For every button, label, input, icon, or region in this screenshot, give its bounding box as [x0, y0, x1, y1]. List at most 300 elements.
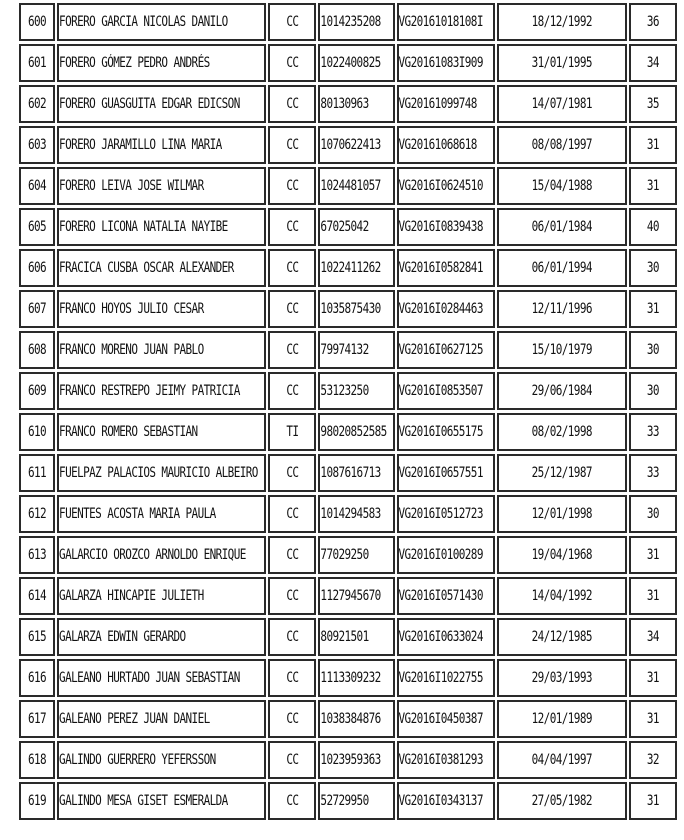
- birth-date-text: 12/01/1998: [531, 505, 592, 522]
- registration-code-text: VG2016I0381293: [398, 751, 483, 768]
- age-text: 30: [646, 259, 659, 276]
- table-row: [19, 85, 677, 123]
- registration-code-cell: [397, 167, 495, 205]
- full-name-cell: [57, 536, 266, 574]
- birth-date-cell: [497, 290, 627, 328]
- full-name-text: FRANCO RESTREPO JEIMY PATRICIA: [59, 382, 240, 399]
- age-cell: [629, 700, 677, 738]
- full-name-text: FORERO LEIVA JOSE WILMAR: [59, 177, 204, 194]
- age-text: 40: [646, 218, 659, 235]
- full-name-cell: [57, 331, 266, 369]
- row-number-cell: [19, 700, 55, 738]
- age-cell: [629, 577, 677, 615]
- birth-date-text: 12/01/1989: [531, 710, 592, 727]
- document-type-text: CC: [286, 300, 299, 317]
- registration-code-cell: [397, 536, 495, 574]
- age-cell: [629, 413, 677, 451]
- age-text: 31: [646, 177, 659, 194]
- document-number-text: 1024481057: [320, 177, 381, 194]
- age-text: 32: [646, 751, 659, 768]
- birth-date-cell: [497, 208, 627, 246]
- document-type-text: TI: [286, 423, 299, 440]
- full-name-cell: [57, 290, 266, 328]
- document-number-text: 52729950: [320, 792, 369, 809]
- age-cell: [629, 3, 677, 41]
- full-name-cell: [57, 618, 266, 656]
- document-number-cell: [318, 126, 394, 164]
- row-number-cell: [19, 659, 55, 697]
- registration-code-cell: [397, 659, 495, 697]
- registration-code-text: VG2016I0100289: [398, 546, 483, 563]
- registration-code-cell: [397, 782, 495, 820]
- table-row: [19, 741, 677, 779]
- document-type-text: CC: [286, 341, 299, 358]
- document-type-cell: [268, 495, 316, 533]
- document-type-text: CC: [286, 751, 299, 768]
- full-name-text: GALARZA HINCAPIE JULIETH: [59, 587, 204, 604]
- full-name-cell: [57, 372, 266, 410]
- age-cell: [629, 495, 677, 533]
- full-name-cell: [57, 44, 266, 82]
- full-name-text: GALARZA EDWIN GERARDO: [59, 628, 186, 645]
- full-name-cell: [57, 782, 266, 820]
- document-type-cell: [268, 167, 316, 205]
- registration-code-text: VG2016I0582841: [398, 259, 483, 276]
- table-row: [19, 331, 677, 369]
- table-row: [19, 126, 677, 164]
- document-number-text: 1127945670: [320, 587, 381, 604]
- row-number-cell: [19, 782, 55, 820]
- row-number-cell: [19, 741, 55, 779]
- birth-date-cell: [497, 618, 627, 656]
- age-cell: [629, 167, 677, 205]
- age-cell: [629, 85, 677, 123]
- full-name-text: FRANCO MORENO JUAN PABLO: [59, 341, 204, 358]
- roster-sheet: [17, 0, 679, 823]
- age-text: 33: [646, 464, 659, 481]
- document-number-text: 80921501: [320, 628, 369, 645]
- document-number-cell: [318, 577, 394, 615]
- registration-code-cell: [397, 290, 495, 328]
- full-name-cell: [57, 741, 266, 779]
- birth-date-text: 19/04/1968: [531, 546, 592, 563]
- birth-date-cell: [497, 413, 627, 451]
- age-text: 31: [646, 587, 659, 604]
- registration-code-cell: [397, 577, 495, 615]
- document-number-cell: [318, 700, 394, 738]
- birth-date-text: 15/10/1979: [531, 341, 592, 358]
- document-number-text: 98020852585: [320, 423, 387, 440]
- full-name-text: FRACICA CUSBA OSCAR ALEXANDER: [59, 259, 234, 276]
- birth-date-cell: [497, 741, 627, 779]
- registration-code-text: VG2016I0343137: [398, 792, 483, 809]
- document-type-cell: [268, 208, 316, 246]
- document-type-text: CC: [286, 464, 299, 481]
- table-row: [19, 782, 677, 820]
- full-name-cell: [57, 413, 266, 451]
- registration-code-text: VG2016I0839438: [398, 218, 483, 235]
- age-cell: [629, 249, 677, 287]
- document-number-cell: [318, 372, 394, 410]
- registration-code-cell: [397, 85, 495, 123]
- age-text: 34: [646, 628, 659, 645]
- document-type-cell: [268, 85, 316, 123]
- registration-code-text: VG2016I0655175: [398, 423, 483, 440]
- full-name-text: FORERO LICONA NATALIA NAYIBE: [59, 218, 228, 235]
- registration-code-cell: [397, 372, 495, 410]
- document-type-text: CC: [286, 259, 299, 276]
- table-row: [19, 372, 677, 410]
- row-number-cell: [19, 126, 55, 164]
- document-type-cell: [268, 659, 316, 697]
- table-row: [19, 413, 677, 451]
- birth-date-cell: [497, 85, 627, 123]
- row-number-text: 612: [27, 505, 47, 522]
- table-row: [19, 3, 677, 41]
- registration-code-cell: [397, 741, 495, 779]
- full-name-text: FORERO GARCIA NICOLAS DANILO: [59, 13, 228, 30]
- document-type-cell: [268, 249, 316, 287]
- age-cell: [629, 44, 677, 82]
- registration-code-cell: [397, 618, 495, 656]
- document-number-text: 53123250: [320, 382, 369, 399]
- document-number-text: 1087616713: [320, 464, 381, 481]
- full-name-text: FORERO JARAMILLO LINA MARIA: [59, 136, 222, 153]
- row-number-cell: [19, 536, 55, 574]
- registration-code-text: VG20161018108I: [398, 13, 483, 30]
- birth-date-text: 29/03/1993: [531, 669, 592, 686]
- table-row: [19, 167, 677, 205]
- row-number-text: 602: [27, 95, 47, 112]
- registration-code-text: VG20161099748: [398, 95, 477, 112]
- document-number-cell: [318, 659, 394, 697]
- registration-code-cell: [397, 454, 495, 492]
- document-type-cell: [268, 126, 316, 164]
- full-name-text: FRANCO HOYOS JULIO CESAR: [59, 300, 204, 317]
- document-type-text: CC: [286, 792, 299, 809]
- registration-code-text: VG2016I0627125: [398, 341, 483, 358]
- registration-code-cell: [397, 44, 495, 82]
- birth-date-cell: [497, 454, 627, 492]
- row-number-cell: [19, 372, 55, 410]
- age-text: 30: [646, 341, 659, 358]
- row-number-cell: [19, 85, 55, 123]
- document-type-cell: [268, 331, 316, 369]
- full-name-cell: [57, 85, 266, 123]
- age-cell: [629, 536, 677, 574]
- document-type-cell: [268, 372, 316, 410]
- age-text: 31: [646, 710, 659, 727]
- document-number-cell: [318, 331, 394, 369]
- row-number-text: 610: [27, 423, 47, 440]
- roster-table-body: [19, 3, 677, 820]
- registration-code-text: VG2016I0633024: [398, 628, 483, 645]
- row-number-text: 606: [27, 259, 47, 276]
- registration-code-cell: [397, 700, 495, 738]
- document-number-text: 1023959363: [320, 751, 381, 768]
- document-type-cell: [268, 700, 316, 738]
- full-name-text: FORERO GÓMEZ PEDRO ANDRÉS: [59, 54, 210, 71]
- row-number-cell: [19, 618, 55, 656]
- document-number-text: 1014235208: [320, 13, 381, 30]
- registration-code-cell: [397, 126, 495, 164]
- document-number-text: 1113309232: [320, 669, 381, 686]
- full-name-text: FRANCO ROMERO SEBASTIAN: [59, 423, 198, 440]
- document-number-cell: [318, 3, 394, 41]
- document-type-cell: [268, 618, 316, 656]
- age-text: 31: [646, 546, 659, 563]
- birth-date-cell: [497, 44, 627, 82]
- birth-date-cell: [497, 495, 627, 533]
- full-name-text: FUELPAZ PALACIOS MAURICIO ALBEIRO: [59, 464, 258, 481]
- row-number-text: 614: [27, 587, 47, 604]
- birth-date-cell: [497, 372, 627, 410]
- row-number-cell: [19, 495, 55, 533]
- birth-date-text: 31/01/1995: [531, 54, 592, 71]
- row-number-cell: [19, 249, 55, 287]
- document-number-text: 1038384876: [320, 710, 381, 727]
- document-type-cell: [268, 44, 316, 82]
- document-type-text: CC: [286, 546, 299, 563]
- registration-code-text: VG2016I0657551: [398, 464, 483, 481]
- table-row: [19, 577, 677, 615]
- registration-code-text: VG2016I0571430: [398, 587, 483, 604]
- registration-code-text: VG2016I0853507: [398, 382, 483, 399]
- registration-code-text: VG2016I0512723: [398, 505, 483, 522]
- full-name-cell: [57, 577, 266, 615]
- age-text: 31: [646, 300, 659, 317]
- registration-code-cell: [397, 249, 495, 287]
- row-number-text: 607: [27, 300, 47, 317]
- birth-date-cell: [497, 167, 627, 205]
- row-number-cell: [19, 167, 55, 205]
- registration-code-text: VG2016I1022755: [398, 669, 483, 686]
- age-cell: [629, 454, 677, 492]
- row-number-text: 605: [27, 218, 47, 235]
- row-number-cell: [19, 208, 55, 246]
- row-number-cell: [19, 413, 55, 451]
- age-text: 35: [646, 95, 659, 112]
- full-name-cell: [57, 659, 266, 697]
- full-name-text: GALARCIO OROZCO ARNOLDO ENRIQUE: [59, 546, 246, 563]
- full-name-cell: [57, 495, 266, 533]
- full-name-text: GALINDO GUERRERO YEFERSSON: [59, 751, 216, 768]
- document-number-text: 1014294583: [320, 505, 381, 522]
- registration-code-cell: [397, 495, 495, 533]
- row-number-text: 619: [27, 792, 47, 809]
- table-row: [19, 659, 677, 697]
- table-row: [19, 700, 677, 738]
- registration-code-text: VG2016I0624510: [398, 177, 483, 194]
- row-number-text: 600: [27, 13, 47, 30]
- document-type-cell: [268, 454, 316, 492]
- age-cell: [629, 618, 677, 656]
- document-number-cell: [318, 167, 394, 205]
- row-number-cell: [19, 3, 55, 41]
- birth-date-text: 14/07/1981: [531, 95, 592, 112]
- birth-date-cell: [497, 331, 627, 369]
- full-name-text: GALEANO PEREZ JUAN DANIEL: [59, 710, 210, 727]
- document-type-text: CC: [286, 382, 299, 399]
- birth-date-cell: [497, 249, 627, 287]
- age-text: 33: [646, 423, 659, 440]
- full-name-text: FUENTES ACOSTA MARIA PAULA: [59, 505, 216, 522]
- document-type-cell: [268, 536, 316, 574]
- document-type-text: CC: [286, 136, 299, 153]
- row-number-cell: [19, 44, 55, 82]
- birth-date-text: 18/12/1992: [531, 13, 592, 30]
- row-number-text: 601: [27, 54, 47, 71]
- table-row: [19, 44, 677, 82]
- document-number-text: 80130963: [320, 95, 369, 112]
- full-name-text: GALEANO HURTADO JUAN SEBASTIAN: [59, 669, 240, 686]
- age-text: 31: [646, 792, 659, 809]
- registration-code-text: VG2016I0284463: [398, 300, 483, 317]
- document-type-cell: [268, 3, 316, 41]
- age-cell: [629, 208, 677, 246]
- full-name-cell: [57, 700, 266, 738]
- full-name-cell: [57, 167, 266, 205]
- document-type-text: CC: [286, 13, 299, 30]
- document-number-text: 77029250: [320, 546, 369, 563]
- document-number-text: 1022400825: [320, 54, 381, 71]
- full-name-text: GALINDO MESA GISET ESMERALDA: [59, 792, 228, 809]
- birth-date-cell: [497, 536, 627, 574]
- document-number-cell: [318, 782, 394, 820]
- birth-date-cell: [497, 700, 627, 738]
- registration-code-text: VG2016I0450387: [398, 710, 483, 727]
- age-cell: [629, 126, 677, 164]
- full-name-cell: [57, 454, 266, 492]
- row-number-text: 615: [27, 628, 47, 645]
- document-type-text: CC: [286, 628, 299, 645]
- document-number-text: 1022411262: [320, 259, 381, 276]
- document-number-text: 79974132: [320, 341, 369, 358]
- row-number-cell: [19, 290, 55, 328]
- row-number-cell: [19, 331, 55, 369]
- row-number-text: 603: [27, 136, 47, 153]
- birth-date-text: 04/04/1997: [531, 751, 592, 768]
- birth-date-text: 08/08/1997: [531, 136, 592, 153]
- birth-date-text: 27/05/1982: [531, 792, 592, 809]
- document-number-text: 1070622413: [320, 136, 381, 153]
- age-text: 31: [646, 136, 659, 153]
- document-number-cell: [318, 618, 394, 656]
- document-type-cell: [268, 577, 316, 615]
- registration-code-cell: [397, 208, 495, 246]
- row-number-cell: [19, 577, 55, 615]
- age-text: 36: [646, 13, 659, 30]
- document-number-cell: [318, 44, 394, 82]
- full-name-text: FORERO GUASGUITA EDGAR EDICSON: [59, 95, 240, 112]
- registration-code-text: VG20161083I909: [398, 54, 483, 71]
- document-type-text: CC: [286, 177, 299, 194]
- document-type-cell: [268, 413, 316, 451]
- full-name-cell: [57, 126, 266, 164]
- row-number-text: 608: [27, 341, 47, 358]
- birth-date-text: 06/01/1984: [531, 218, 592, 235]
- age-cell: [629, 782, 677, 820]
- full-name-cell: [57, 3, 266, 41]
- birth-date-cell: [497, 659, 627, 697]
- document-number-cell: [318, 413, 394, 451]
- document-number-cell: [318, 249, 394, 287]
- document-number-cell: [318, 208, 394, 246]
- birth-date-cell: [497, 3, 627, 41]
- birth-date-cell: [497, 126, 627, 164]
- registration-code-cell: [397, 413, 495, 451]
- birth-date-cell: [497, 577, 627, 615]
- registration-code-cell: [397, 3, 495, 41]
- age-text: 30: [646, 505, 659, 522]
- birth-date-text: 08/02/1998: [531, 423, 592, 440]
- age-text: 34: [646, 54, 659, 71]
- age-cell: [629, 290, 677, 328]
- document-type-cell: [268, 741, 316, 779]
- table-row: [19, 536, 677, 574]
- document-number-cell: [318, 454, 394, 492]
- table-row: [19, 618, 677, 656]
- age-cell: [629, 331, 677, 369]
- document-type-cell: [268, 290, 316, 328]
- birth-date-text: 12/11/1996: [531, 300, 592, 317]
- row-number-text: 604: [27, 177, 47, 194]
- document-type-cell: [268, 782, 316, 820]
- birth-date-text: 14/04/1992: [531, 587, 592, 604]
- row-number-cell: [19, 454, 55, 492]
- document-type-text: CC: [286, 505, 299, 522]
- document-type-text: CC: [286, 218, 299, 235]
- birth-date-text: 15/04/1988: [531, 177, 592, 194]
- table-row: [19, 454, 677, 492]
- row-number-text: 617: [27, 710, 47, 727]
- birth-date-cell: [497, 782, 627, 820]
- document-number-cell: [318, 741, 394, 779]
- document-number-cell: [318, 290, 394, 328]
- table-row: [19, 249, 677, 287]
- document-type-text: CC: [286, 95, 299, 112]
- row-number-text: 609: [27, 382, 47, 399]
- roster-table: [17, 0, 679, 823]
- table-row: [19, 208, 677, 246]
- document-type-text: CC: [286, 669, 299, 686]
- registration-code-cell: [397, 331, 495, 369]
- document-number-text: 1035875430: [320, 300, 381, 317]
- document-number-cell: [318, 85, 394, 123]
- full-name-cell: [57, 208, 266, 246]
- birth-date-text: 24/12/1985: [531, 628, 592, 645]
- birth-date-text: 29/06/1984: [531, 382, 592, 399]
- document-type-text: CC: [286, 710, 299, 727]
- document-number-cell: [318, 536, 394, 574]
- row-number-text: 611: [27, 464, 47, 481]
- row-number-text: 613: [27, 546, 47, 563]
- birth-date-text: 25/12/1987: [531, 464, 592, 481]
- document-type-text: CC: [286, 54, 299, 71]
- document-number-text: 67025042: [320, 218, 369, 235]
- document-type-text: CC: [286, 587, 299, 604]
- age-cell: [629, 741, 677, 779]
- age-cell: [629, 659, 677, 697]
- full-name-cell: [57, 249, 266, 287]
- age-cell: [629, 372, 677, 410]
- age-text: 30: [646, 382, 659, 399]
- row-number-text: 618: [27, 751, 47, 768]
- row-number-text: 616: [27, 669, 47, 686]
- table-row: [19, 290, 677, 328]
- document-number-cell: [318, 495, 394, 533]
- age-text: 31: [646, 669, 659, 686]
